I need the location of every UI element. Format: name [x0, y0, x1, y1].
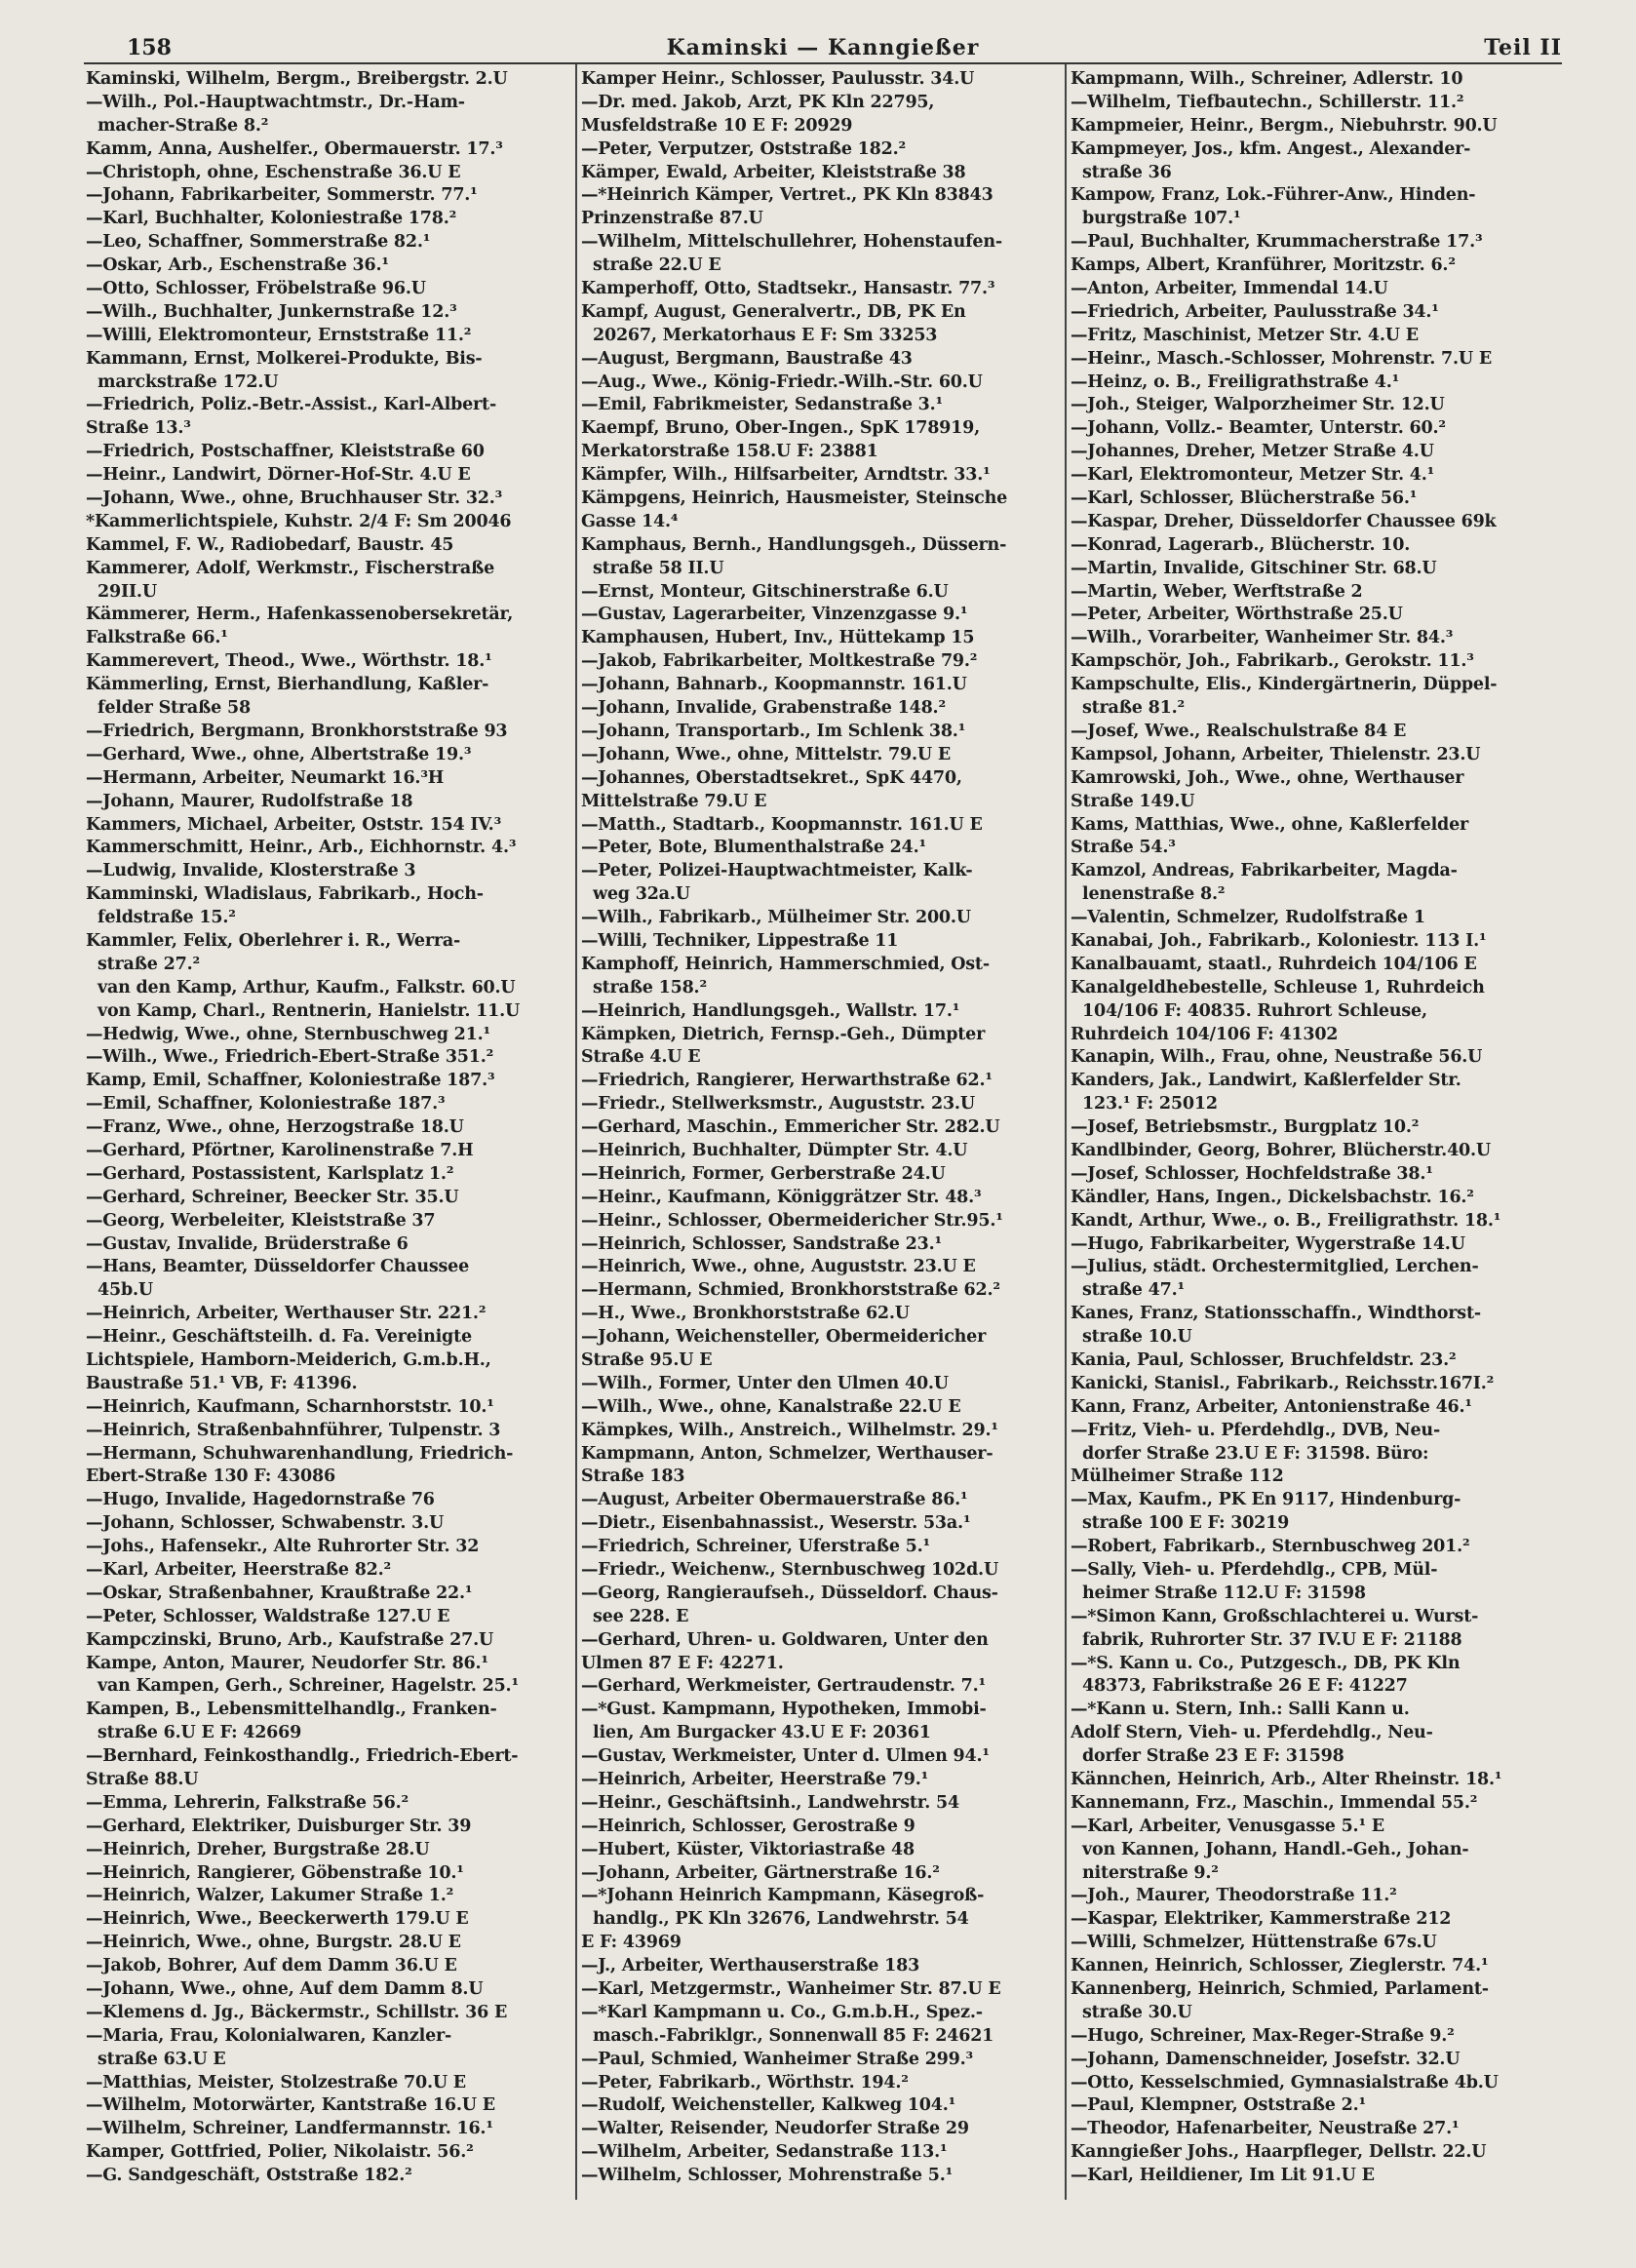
directory-entry-line: —Friedrich, Bergmann, Bronkhorststraße 93: [86, 721, 508, 741]
directory-entry-line: Kampe, Anton, Maurer, Neudorfer Str. 86.¹: [86, 1653, 488, 1673]
directory-entry-line: —*S. Kann u. Co., Putzgesch., DB, PK Kln: [1071, 1653, 1461, 1673]
directory-entry-line: —Theodor, Hafenarbeiter, Neustraße 27.¹: [1071, 2119, 1460, 2139]
directory-entry-line: Kanabai, Joh., Fabrikarb., Koloniestr. 113 I.¹: [1071, 930, 1487, 951]
directory-entry-line: —*Simon Kann, Großschlachterei u. Wurst-: [1071, 1606, 1479, 1626]
directory-entry-line: —Wilh., Vorarbeiter, Wanheimer Str. 84.³: [1071, 628, 1454, 648]
directory-entry-line: —Julius, städt. Orchestermitglied, Lerchen-: [1071, 1257, 1479, 1277]
directory-entry-line: straße 36: [1082, 162, 1172, 182]
directory-entry-line: lenenstraße 8.²: [1082, 884, 1226, 905]
directory-column-2: [581, 68, 1065, 2188]
directory-entry-line: —Peter, Fabrikarb., Wörthstr. 194.²: [581, 2072, 909, 2092]
directory-entry-line: —Kaspar, Dreher, Düsseldorfer Chaussee 69k: [1071, 511, 1497, 531]
directory-entry-line: Straße 54.³: [1071, 838, 1176, 858]
directory-entry-line: Kamps, Albert, Kranführer, Moritzstr. 6.²: [1071, 255, 1456, 276]
directory-entry-line: —Heinr., Masch.-Schlosser, Mohrenstr. 7.U E: [1071, 348, 1492, 369]
directory-entry-line: —Karl, Buchhalter, Koloniestraße 178.²: [86, 209, 457, 229]
directory-entry-line: —Friedrich, Schreiner, Uferstraße 5.¹: [581, 1537, 930, 1557]
directory-entry-line: —Willi, Elektromonteur, Ernststraße 11.²: [86, 325, 472, 345]
column-divider: [1065, 64, 1067, 2200]
directory-entry-line: Falkstraße 66.¹: [86, 628, 228, 648]
directory-entry-line: E F: 43969: [581, 1933, 682, 1953]
directory-entry-line: —Heinrich, Schlosser, Sandstraße 23.¹: [581, 1233, 942, 1254]
directory-entry-line: straße 47.¹: [1082, 1280, 1185, 1301]
directory-entry-line: —Hugo, Schreiner, Max-Reger-Straße 9.²: [1071, 2025, 1455, 2046]
directory-entry-line: —Johann, Transportarb., Im Schlenk 38.¹: [581, 721, 966, 741]
directory-entry-line: Kaempf, Bruno, Ober-Ingen., SpK 178919,: [581, 418, 980, 439]
directory-entry-line: Kannemann, Frz., Maschin., Immendal 55.²: [1071, 1792, 1478, 1813]
directory-entry-line: —Franz, Wwe., ohne, Herzogstraße 18.U: [86, 1117, 464, 1138]
column-divider: [575, 64, 577, 2200]
directory-entry-line: Kannenberg, Heinrich, Schmied, Parlament-: [1071, 1979, 1489, 2000]
directory-entry-line: Kamper, Gottfried, Polier, Nikolaistr. 56.²: [86, 2142, 474, 2163]
directory-entry-line: Kamper Heinr., Schlosser, Paulusstr. 34.U: [581, 69, 975, 89]
directory-entry-line: Kann, Franz, Arbeiter, Antonienstraße 46.¹: [1071, 1396, 1472, 1417]
directory-entry-line: —Johann, Fabrikarbeiter, Sommerstr. 77.¹: [86, 185, 478, 206]
directory-entry-line: see 228. E: [593, 1606, 689, 1626]
directory-entry-line: —Aug., Wwe., König-Friedr.-Wilh.-Str. 60.U: [581, 371, 983, 392]
directory-entry-line: von Kannen, Johann, Handl.-Geh., Johan-: [1082, 1839, 1469, 1859]
directory-entry-line: Kanngießer Johs., Haarpfleger, Dellstr. 22.U: [1071, 2142, 1487, 2163]
directory-entry-line: —Gustav, Werkmeister, Unter d. Ulmen 94.¹: [581, 1746, 990, 1767]
directory-entry-line: Kanicki, Stanisl., Fabrikarb., Reichsstr.167I.²: [1071, 1373, 1495, 1393]
directory-entry-line: Lichtspiele, Hamborn-Meiderich, G.m.b.H.,: [86, 1349, 491, 1370]
directory-entry-line: Kanders, Jak., Landwirt, Kaßlerfelder Str.: [1071, 1071, 1461, 1091]
directory-entry-line: —Jakob, Bohrer, Auf dem Damm 36.U E: [86, 1956, 457, 1976]
directory-entry-line: —Walter, Reisender, Neudorfer Straße 29: [581, 2119, 969, 2139]
directory-entry-line: —Wilhelm, Motorwärter, Kantstraße 16.U E: [86, 2095, 495, 2116]
directory-entry-line: —Otto, Kesselschmied, Gymnasialstraße 4b.U: [1071, 2072, 1499, 2092]
directory-entry-line: Kampmann, Wilh., Schreiner, Adlerstr. 10: [1071, 69, 1463, 89]
directory-entry-line: Straße 88.U: [86, 1770, 199, 1790]
directory-entry-line: —Heinr., Kaufmann, Königgrätzer Str. 48.³: [581, 1187, 982, 1207]
directory-entry-line: —Peter, Arbeiter, Wörthstraße 25.U: [1071, 605, 1403, 625]
directory-entry-line: straße 10.U: [1082, 1327, 1192, 1348]
directory-entry-line: Kämpken, Dietrich, Fernsp.-Geh., Dümpter: [581, 1024, 986, 1044]
directory-entry-line: —Valentin, Schmelzer, Rudolfstraße 1: [1071, 908, 1425, 928]
directory-entry-line: —Max, Kaufm., PK En 9117, Hindenburg-: [1071, 1490, 1461, 1510]
directory-entry-line: Kamphoff, Heinrich, Hammerschmied, Ost-: [581, 954, 990, 974]
directory-entry-line: Kampczinski, Bruno, Arb., Kaufstraße 27.U: [86, 1629, 494, 1650]
directory-entry-line: straße 6.U E F: 42669: [97, 1723, 302, 1743]
directory-entry-line: —Josef, Betriebsmstr., Burgplatz 10.²: [1071, 1117, 1420, 1138]
directory-entry-line: —Wilhelm, Schreiner, Landfermannstr. 16.¹: [86, 2119, 493, 2139]
directory-entry-line: —Gerhard, Uhren- u. Goldwaren, Unter den: [581, 1629, 989, 1650]
directory-entry-line: Kännchen, Heinrich, Arb., Alter Rheinstr. 18.¹: [1071, 1770, 1502, 1790]
directory-entry-line: —Hugo, Fabrikarbeiter, Wygerstraße 14.U: [1071, 1233, 1465, 1254]
directory-entry-line: Kanalbauamt, staatl., Ruhrdeich 104/106 E: [1071, 954, 1477, 974]
directory-entry-line: Gasse 14.⁴: [581, 511, 679, 531]
directory-entry-line: —*Karl Kampmann u. Co., G.m.b.H., Spez.-: [581, 2002, 983, 2022]
directory-entry-line: Kammerschmitt, Heinr., Arb., Eichhornstr. 4.³: [86, 838, 517, 858]
directory-entry-line: Ebert-Straße 130 F: 43086: [86, 1466, 335, 1487]
directory-entry-line: Merkatorstraße 158.U F: 23881: [581, 442, 878, 462]
directory-entry-line: —Kaspar, Elektriker, Kammerstraße 212: [1071, 1909, 1452, 1930]
directory-entry-line: —Klemens d. Jg., Bäckermstr., Schillstr. 36 E: [86, 2002, 508, 2022]
directory-entry-line: —*Johann Heinrich Kampmann, Käsegroß-: [581, 1886, 985, 1906]
directory-entry-line: —Heinrich, Rangierer, Göbenstraße 10.¹: [86, 1862, 464, 1883]
directory-entry-line: —Paul, Schmied, Wanheimer Straße 299.³: [581, 2049, 973, 2069]
directory-entry-line: Ulmen 87 E F: 42271.: [581, 1653, 784, 1673]
directory-entry-line: —Hugo, Invalide, Hagedornstraße 76: [86, 1490, 435, 1510]
directory-entry-line: —Wilh., Pol.-Hauptwachtmstr., Dr.-Ham-: [86, 92, 465, 112]
directory-entry-line: —Heinrich, Straßenbahnführer, Tulpenstr. 3: [86, 1420, 501, 1440]
directory-entry-line: Kamperhoff, Otto, Stadtsekr., Hansastr. 77.³: [581, 279, 995, 299]
directory-entry-line: —Johannes, Dreher, Metzer Straße 4.U: [1071, 442, 1434, 462]
directory-entry-line: felder Straße 58: [97, 698, 251, 719]
directory-entry-line: 29II.U: [97, 581, 157, 602]
directory-entry-line: Baustraße 51.¹ VB, F: 41396.: [86, 1373, 358, 1393]
directory-entry-line: Kämpfer, Wilh., Hilfsarbeiter, Arndtstr. 33.¹: [581, 465, 991, 486]
directory-entry-line: —Heinrich, Kaufmann, Scharnhorststr. 10.¹: [86, 1396, 494, 1417]
directory-entry-line: —Hubert, Küster, Viktoriastraße 48: [581, 1839, 915, 1859]
directory-entry-line: —Gerhard, Elektriker, Duisburger Str. 39: [86, 1816, 472, 1836]
directory-entry-line: —Wilh., Buchhalter, Junkernstraße 12.³: [86, 301, 457, 322]
directory-entry-line: Kampmeier, Heinr., Bergm., Niebuhrstr. 90.U: [1071, 115, 1498, 136]
directory-entry-line: 45b.U: [97, 1280, 153, 1301]
directory-entry-line: niterstraße 9.²: [1082, 1862, 1219, 1883]
directory-entry-line: —Friedrich, Arbeiter, Paulusstraße 34.¹: [1071, 301, 1439, 322]
directory-entry-line: Kandlbinder, Georg, Bohrer, Blücherstr.40.U: [1071, 1140, 1491, 1160]
directory-entry-line: Kamphaus, Bernh., Handlungsgeh., Düssern-: [581, 534, 1007, 555]
directory-entry-line: straße 22.U E: [593, 255, 721, 276]
directory-entry-line: Kämmerer, Herm., Hafenkassenobersekretär,: [86, 605, 514, 625]
directory-entry-line: Kammerer, Adolf, Werkmstr., Fischerstraße: [86, 558, 495, 578]
directory-entry-line: —Emma, Lehrerin, Falkstraße 56.²: [86, 1792, 409, 1813]
directory-entry-line: straße 81.²: [1082, 698, 1185, 719]
directory-entry-line: —Heinrich, Walzer, Lakumer Straße 1.²: [86, 1886, 454, 1906]
directory-entry-line: straße 27.²: [97, 954, 200, 974]
directory-entry-line: Kamm, Anna, Aushelfer., Obermauerstr. 17.³: [86, 138, 503, 159]
directory-entry-line: macher-Straße 8.²: [97, 115, 269, 136]
directory-entry-line: 48373, Fabrikstraße 26 E F: 41227: [1082, 1676, 1408, 1697]
directory-entry-line: masch.-Fabriklgr., Sonnenwall 85 F: 24621: [593, 2025, 994, 2046]
directory-entry-line: —Karl, Metzgermstr., Wanheimer Str. 87.U E: [581, 1979, 1001, 2000]
directory-entry-line: —Peter, Bote, Blumenthalstraße 24.¹: [581, 838, 926, 858]
directory-entry-line: —Wilhelm, Mittelschullehrer, Hohenstaufen-: [581, 232, 1002, 253]
directory-entry-line: —Georg, Rangieraufseh., Düsseldorf. Chaus-: [581, 1583, 998, 1603]
directory-entry-line: Kannen, Heinrich, Schlosser, Zieglerstr. 74.¹: [1071, 1956, 1489, 1976]
directory-entry-line: 104/106 F: 40835. Ruhrort Schleuse,: [1082, 1000, 1427, 1021]
directory-entry-line: —Johann, Arbeiter, Gärtnerstraße 16.²: [581, 1862, 940, 1883]
directory-entry-line: feldstraße 15.²: [97, 908, 236, 928]
directory-entry-line: straße 63.U E: [97, 2049, 226, 2069]
directory-entry-line: —Hans, Beamter, Düsseldorfer Chaussee: [86, 1257, 470, 1277]
directory-entry-line: Kampmann, Anton, Schmelzer, Werthauser-: [581, 1443, 993, 1464]
directory-entry-line: —Karl, Arbeiter, Heerstraße 82.²: [86, 1560, 392, 1580]
directory-entry-line: Kandt, Arthur, Wwe., o. B., Freiligrathstr. 18.¹: [1071, 1210, 1501, 1231]
directory-entry-line: —Johann, Wwe., ohne, Mittelstr. 79.U E: [581, 744, 951, 764]
directory-entry-line: —Dr. med. Jakob, Arzt, PK Kln 22795,: [581, 92, 935, 112]
directory-entry-line: —Emil, Schaffner, Koloniestraße 187.³: [86, 1094, 446, 1114]
directory-entry-line: Kampschör, Joh., Fabrikarb., Gerokstr. 11.³: [1071, 651, 1474, 672]
directory-entry-line: —Heinrich, Arbeiter, Heerstraße 79.¹: [581, 1770, 929, 1790]
directory-entry-line: —Joh., Steiger, Walporzheimer Str. 12.U: [1071, 395, 1445, 415]
directory-entry-line: —*Heinrich Kämper, Vertret., PK Kln 83843: [581, 185, 993, 206]
directory-entry-line: Kampen, B., Lebensmittelhandlg., Franken-: [86, 1700, 497, 1720]
directory-entry-line: —Wilh., Former, Unter den Ulmen 40.U: [581, 1373, 949, 1393]
directory-entry-line: —Matth., Stadtarb., Koopmannstr. 161.U E: [581, 814, 983, 835]
directory-entry-line: fabrik, Ruhrorter Str. 37 IV.U E F: 21188: [1082, 1629, 1462, 1650]
directory-entry-line: —Emil, Fabrikmeister, Sedanstraße 3.¹: [581, 395, 943, 415]
directory-entry-line: Kändler, Hans, Ingen., Dickelsbachstr. 16.²: [1071, 1187, 1474, 1207]
directory-entry-line: Straße 95.U E: [581, 1349, 713, 1370]
directory-entry-line: —Hermann, Schuhwarenhandlung, Friedrich-: [86, 1443, 514, 1464]
directory-entry-line: —*Kann u. Stern, Inh.: Salli Kann u.: [1071, 1700, 1410, 1720]
page-title: Kaminski — Kanngießer: [666, 35, 980, 60]
directory-entry-line: —Robert, Fabrikarb., Sternbuschweg 201.²: [1071, 1537, 1470, 1557]
directory-entry-line: —Willi, Schmelzer, Hüttenstraße 67s.U: [1071, 1933, 1437, 1953]
directory-entry-line: —August, Arbeiter Obermauerstraße 86.¹: [581, 1490, 968, 1510]
directory-entry-line: Kania, Paul, Schlosser, Bruchfeldstr. 23.²: [1071, 1349, 1457, 1370]
directory-entry-line: —Sally, Vieh- u. Pferdehdlg., CPB, Mül-: [1071, 1560, 1438, 1580]
directory-entry-line: —Christoph, ohne, Eschenstraße 36.U E: [86, 162, 461, 182]
directory-entry-line: —Karl, Arbeiter, Venusgasse 5.¹ E: [1071, 1816, 1384, 1836]
directory-entry-line: —Johann, Damenschneider, Josefstr. 32.U: [1071, 2049, 1461, 2069]
directory-entry-line: —Friedr., Stellwerksmstr., Auguststr. 23.U: [581, 1094, 975, 1114]
directory-entry-line: Straße 183: [581, 1466, 685, 1487]
directory-entry-line: —Wilhelm, Arbeiter, Sedanstraße 113.¹: [581, 2142, 948, 2163]
directory-entry-line: Kämmerling, Ernst, Bierhandlung, Kaßler-: [86, 675, 489, 695]
directory-entry-line: —Karl, Elektromonteur, Metzer Str. 4.¹: [1071, 465, 1435, 486]
directory-entry-line: —Karl, Schlosser, Blücherstraße 56.¹: [1071, 489, 1418, 509]
directory-entry-line: —Gustav, Lagerarbeiter, Vinzenzgasse 9.¹: [581, 605, 968, 625]
directory-entry-line: weg 32a.U: [593, 884, 690, 905]
directory-entry-line: von Kamp, Charl., Rentnerin, Hanielstr. 11.U: [97, 1000, 521, 1021]
directory-entry-line: —Wilh., Fabrikarb., Mülheimer Str. 200.U: [581, 908, 971, 928]
part-label: Teil II: [1484, 35, 1562, 60]
directory-entry-line: —Rudolf, Weichensteller, Kalkweg 104.¹: [581, 2095, 956, 2116]
directory-entry-line: —Fritz, Vieh- u. Pferdehdlg., DVB, Neu-: [1071, 1420, 1441, 1440]
directory-entry-line: van Kampen, Gerh., Schreiner, Hagelstr. 25.¹: [97, 1676, 519, 1697]
directory-entry-line: —August, Bergmann, Baustraße 43: [581, 348, 913, 369]
directory-entry-line: —Gerhard, Pförtner, Karolinenstraße 7.H: [86, 1140, 474, 1160]
directory-entry-line: handlg., PK Kln 32676, Landwehrstr. 54: [593, 1909, 969, 1930]
directory-entry-line: Kampow, Franz, Lok.-Führer-Anw., Hinden-: [1071, 185, 1476, 206]
directory-entry-line: —Wilh., Wwe., ohne, Kanalstraße 22.U E: [581, 1396, 961, 1417]
directory-entry-line: Kammler, Felix, Oberlehrer i. R., Werra-: [86, 930, 461, 951]
directory-entry-line: —Heinrich, Wwe., ohne, Auguststr. 23.U E: [581, 1257, 976, 1277]
directory-entry-line: —Gerhard, Postassistent, Karlsplatz 1.²: [86, 1163, 454, 1184]
directory-entry-line: Ruhrdeich 104/106 F: 41302: [1071, 1024, 1339, 1044]
directory-entry-line: Mittelstraße 79.U E: [581, 791, 767, 811]
directory-entry-line: —Johann, Wwe., ohne, Auf dem Damm 8.U: [86, 1979, 484, 2000]
directory-entry-line: Mülheimer Straße 112: [1071, 1466, 1284, 1487]
directory-entry-line: —Josef, Schlosser, Hochfeldstraße 38.¹: [1071, 1163, 1433, 1184]
directory-entry-line: Musfeldstraße 10 E F: 20929: [581, 115, 853, 136]
directory-entry-line: straße 58 II.U: [593, 558, 724, 578]
directory-entry-line: —Peter, Verputzer, Oststraße 182.²: [581, 138, 906, 159]
directory-entry-line: —Josef, Wwe., Realschulstraße 84 E: [1071, 721, 1407, 741]
directory-entry-line: Adolf Stern, Vieh- u. Pferdehdlg., Neu-: [1071, 1723, 1433, 1743]
directory-entry-line: —Friedrich, Rangierer, Herwarthstraße 62.¹: [581, 1071, 993, 1091]
directory-entry-line: Kamminski, Wladislaus, Fabrikarb., Hoch-: [86, 884, 484, 905]
directory-entry-line: —Johann, Weichensteller, Obermeidericher: [581, 1327, 987, 1348]
directory-entry-line: —Karl, Heildiener, Im Lit 91.U E: [1071, 2166, 1375, 2186]
directory-entry-line: —Heinr., Geschäftsteilh. d. Fa. Vereinigte: [86, 1327, 472, 1348]
directory-entry-line: —Johann, Schlosser, Schwabenstr. 3.U: [86, 1513, 445, 1534]
directory-entry-line: —Bernhard, Feinkosthandlg., Friedrich-Ebert-: [86, 1746, 519, 1767]
directory-entry-line: dorfer Straße 23 E F: 31598: [1082, 1746, 1344, 1767]
directory-entry-line: Kanapin, Wilh., Frau, ohne, Neustraße 56.U: [1071, 1047, 1483, 1068]
directory-entry-line: heimer Straße 112.U F: 31598: [1082, 1583, 1366, 1603]
directory-entry-line: Straße 4.U E: [581, 1047, 701, 1068]
directory-entry-line: —Heinrich, Handlungsgeh., Wallstr. 17.¹: [581, 1000, 960, 1021]
directory-entry-line: —Friedrich, Poliz.-Betr.-Assist., Karl-Albert-: [86, 395, 497, 415]
directory-entry-line: —Hermann, Schmied, Bronkhorststraße 62.²: [581, 1280, 1000, 1301]
directory-entry-line: —G. Sandgeschäft, Oststraße 182.²: [86, 2166, 412, 2186]
directory-entry-line: Kammel, F. W., Radiobedarf, Baustr. 45: [86, 534, 454, 555]
directory-entry-line: —Johannes, Oberstadtsekret., SpK 4470,: [581, 767, 962, 788]
directory-entry-line: —Fritz, Maschinist, Metzer Str. 4.U E: [1071, 325, 1419, 345]
directory-entry-line: —Friedrich, Postschaffner, Kleiststraße 60: [86, 442, 485, 462]
directory-entry-line: —Paul, Buchhalter, Krummacherstraße 17.³: [1071, 232, 1483, 253]
directory-entry-line: —Friedr., Weichenw., Sternbuschweg 102d.U: [581, 1560, 999, 1580]
directory-entry-line: —Ernst, Monteur, Gitschinerstraße 6.U: [581, 581, 949, 602]
directory-entry-line: —Johann, Maurer, Rudolfstraße 18: [86, 791, 413, 811]
directory-entry-line: —Wilh., Wwe., Friedrich-Ebert-Straße 351.²: [86, 1047, 494, 1068]
directory-entry-line: —Oskar, Arb., Eschenstraße 36.¹: [86, 255, 389, 276]
directory-entry-line: van den Kamp, Arthur, Kaufm., Falkstr. 60.U: [97, 977, 516, 997]
directory-entry-line: —Peter, Schlosser, Waldstraße 127.U E: [86, 1606, 450, 1626]
directory-entry-line: —Gustav, Invalide, Brüderstraße 6: [86, 1233, 409, 1254]
directory-entry-line: —Heinz, o. B., Freiligrathstraße 4.¹: [1071, 371, 1400, 392]
directory-entry-line: —Otto, Schlosser, Fröbelstraße 96.U: [86, 279, 426, 299]
directory-entry-line: Kammerevert, Theod., Wwe., Wörthstr. 18.¹: [86, 651, 492, 672]
directory-entry-line: —Johann, Vollz.- Beamter, Unterstr. 60.²: [1071, 418, 1446, 439]
page-number: 158: [127, 35, 172, 60]
directory-entry-line: —Gerhard, Maschin., Emmericher Str. 282.U: [581, 1117, 1000, 1138]
directory-entry-line: Straße 149.U: [1071, 791, 1195, 811]
directory-entry-line: —Peter, Polizei-Hauptwachtmeister, Kalk-: [581, 861, 973, 881]
directory-entry-line: —Johann, Bahnarb., Koopmannstr. 161.U: [581, 675, 967, 695]
directory-entry-line: Kampschulte, Elis., Kindergärtnerin, Düppel-: [1071, 675, 1498, 695]
directory-entry-line: Kanes, Franz, Stationsschaffn., Windthorst-: [1071, 1304, 1481, 1324]
directory-entry-line: —J., Arbeiter, Werthauserstraße 183: [581, 1956, 920, 1976]
directory-entry-line: Straße 13.³: [86, 418, 191, 439]
directory-entry-line: —Gerhard, Wwe., ohne, Albertstraße 19.³: [86, 744, 472, 764]
directory-entry-line: —Johann, Invalide, Grabenstraße 148.²: [581, 698, 946, 719]
directory-entry-line: —Joh., Maurer, Theodorstraße 11.²: [1071, 1886, 1397, 1906]
directory-entry-line: —Heinrich, Dreher, Burgstraße 28.U: [86, 1839, 430, 1859]
directory-entry-line: —Oskar, Straßenbahner, Kraußtraße 22.¹: [86, 1583, 473, 1603]
directory-entry-line: —Heinrich, Schlosser, Gerostraße 9: [581, 1816, 915, 1836]
directory-entry-line: Kämpkes, Wilh., Anstreich., Wilhelmstr. 29.¹: [581, 1420, 998, 1440]
directory-entry-line: —Dietr., Eisenbahnassist., Weserstr. 53a.¹: [581, 1513, 971, 1534]
directory-entry-line: —Heinrich, Wwe., Beeckerwerth 179.U E: [86, 1909, 469, 1930]
directory-entry-line: lien, Am Burgacker 43.U E F: 20361: [593, 1723, 931, 1743]
directory-entry-line: —Konrad, Lagerarb., Blücherstr. 10.: [1071, 534, 1411, 555]
directory-entry-line: 123.¹ F: 25012: [1082, 1094, 1218, 1114]
directory-entry-line: burgstraße 107.¹: [1082, 209, 1241, 229]
directory-entry-line: —Gerhard, Schreiner, Beecker Str. 35.U: [86, 1187, 459, 1207]
directory-entry-line: —Hermann, Arbeiter, Neumarkt 16.³H: [86, 767, 445, 788]
directory-entry-line: Kämpgens, Heinrich, Hausmeister, Steinsche: [581, 489, 1008, 509]
directory-entry-line: —Gerhard, Werkmeister, Gertraudenstr. 7.¹: [581, 1676, 986, 1697]
directory-entry-line: Kämper, Ewald, Arbeiter, Kleiststraße 38: [581, 162, 966, 182]
directory-entry-line: —Johann, Wwe., ohne, Bruchhauser Str. 32.³: [86, 489, 503, 509]
directory-entry-line: dorfer Straße 23.U E F: 31598. Büro:: [1082, 1443, 1429, 1464]
directory-entry-line: straße 158.²: [593, 977, 707, 997]
directory-entry-line: —Heinr., Geschäftsinh., Landwehrstr. 54: [581, 1792, 959, 1813]
directory-entry-line: Kammann, Ernst, Molkerei-Produkte, Bis-: [86, 348, 483, 369]
directory-entry-line: —Martin, Weber, Werftstraße 2: [1071, 581, 1363, 602]
directory-entry-line: —Martin, Invalide, Gitschiner Str. 68.U: [1071, 558, 1437, 578]
directory-entry-line: —Heinrich, Wwe., ohne, Burgstr. 28.U E: [86, 1933, 461, 1953]
directory-entry-line: —Heinrich, Buchhalter, Dümpter Str. 4.U: [581, 1140, 968, 1160]
directory-entry-line: straße 100 E F: 30219: [1082, 1513, 1290, 1534]
directory-entry-line: —Anton, Arbeiter, Immendal 14.U: [1071, 279, 1388, 299]
directory-entry-line: —Wilhelm, Tiefbautechn., Schillerstr. 11.²: [1071, 92, 1464, 112]
directory-entry-line: Kamphausen, Hubert, Inv., Hüttekamp 15: [581, 628, 975, 648]
directory-entry-line: —Wilhelm, Schlosser, Mohrenstraße 5.¹: [581, 2166, 954, 2186]
directory-entry-line: Kampsol, Johann, Arbeiter, Thielenstr. 23.U: [1071, 744, 1481, 764]
directory-entry-line: Kams, Matthias, Wwe., ohne, Kaßlerfelder: [1071, 814, 1469, 835]
directory-column-3: [1071, 68, 1564, 2188]
directory-entry-line: —Ludwig, Invalide, Klosterstraße 3: [86, 861, 416, 881]
directory-entry-line: —Johs., Hafensekr., Alte Ruhrorter Str. 32: [86, 1537, 480, 1557]
directory-entry-line: Kampf, August, Generalvertr., DB, PK En: [581, 301, 966, 322]
directory-entry-line: Prinzenstraße 87.U: [581, 209, 763, 229]
directory-entry-line: —H., Wwe., Bronkhorststraße 62.U: [581, 1304, 910, 1324]
directory-entry-line: —Georg, Werbeleiter, Kleiststraße 37: [86, 1210, 436, 1231]
directory-entry-line: —Heinrich, Former, Gerberstraße 24.U: [581, 1163, 946, 1184]
header-rule: [84, 62, 1562, 64]
directory-entry-line: —Willi, Techniker, Lippestraße 11: [581, 930, 899, 951]
directory-entry-line: 20267, Merkatorhaus E F: Sm 33253: [593, 325, 938, 345]
directory-entry-line: —Heinr., Landwirt, Dörner-Hof-Str. 4.U E: [86, 465, 471, 486]
directory-entry-line: straße 30.U: [1082, 2002, 1192, 2022]
directory-entry-line: Kamp, Emil, Schaffner, Koloniestraße 187.³: [86, 1071, 495, 1091]
directory-entry-line: —Jakob, Fabrikarbeiter, Moltkestraße 79.²: [581, 651, 978, 672]
directory-entry-line: Kanalgeldhebestelle, Schleuse 1, Ruhrdeich: [1071, 977, 1485, 997]
directory-entry-line: Kamrowski, Joh., Wwe., ohne, Werthauser: [1071, 767, 1464, 788]
directory-column-1: [86, 68, 569, 2188]
directory-entry-line: —Matthias, Meister, Stolzestraße 70.U E: [86, 2072, 466, 2092]
directory-entry-line: Kammers, Michael, Arbeiter, Oststr. 154 IV.³: [86, 814, 502, 835]
directory-entry-line: —Leo, Schaffner, Sommerstraße 82.¹: [86, 232, 431, 253]
directory-entry-line: Kampmeyer, Jos., kfm. Angest., Alexander-: [1071, 138, 1471, 159]
directory-entry-line: *Kammerlichtspiele, Kuhstr. 2/4 F: Sm 20046: [86, 511, 512, 531]
directory-entry-line: marckstraße 172.U: [97, 371, 279, 392]
directory-entry-line: —Paul, Klempner, Oststraße 2.¹: [1071, 2095, 1366, 2116]
directory-entry-line: Kaminski, Wilhelm, Bergm., Breibergstr. 2.U: [86, 69, 508, 89]
directory-entry-line: Kamzol, Andreas, Fabrikarbeiter, Magda-: [1071, 861, 1458, 881]
directory-entry-line: —Heinr., Schlosser, Obermeidericher Str.95.¹: [581, 1210, 1003, 1231]
directory-entry-line: —*Gust. Kampmann, Hypotheken, Immobi-: [581, 1700, 987, 1720]
directory-entry-line: —Hedwig, Wwe., ohne, Sternbuschweg 21.¹: [86, 1024, 490, 1044]
directory-entry-line: —Maria, Frau, Kolonialwaren, Kanzler-: [86, 2025, 452, 2046]
directory-entry-line: —Heinrich, Arbeiter, Werthauser Str. 221.²: [86, 1304, 487, 1324]
